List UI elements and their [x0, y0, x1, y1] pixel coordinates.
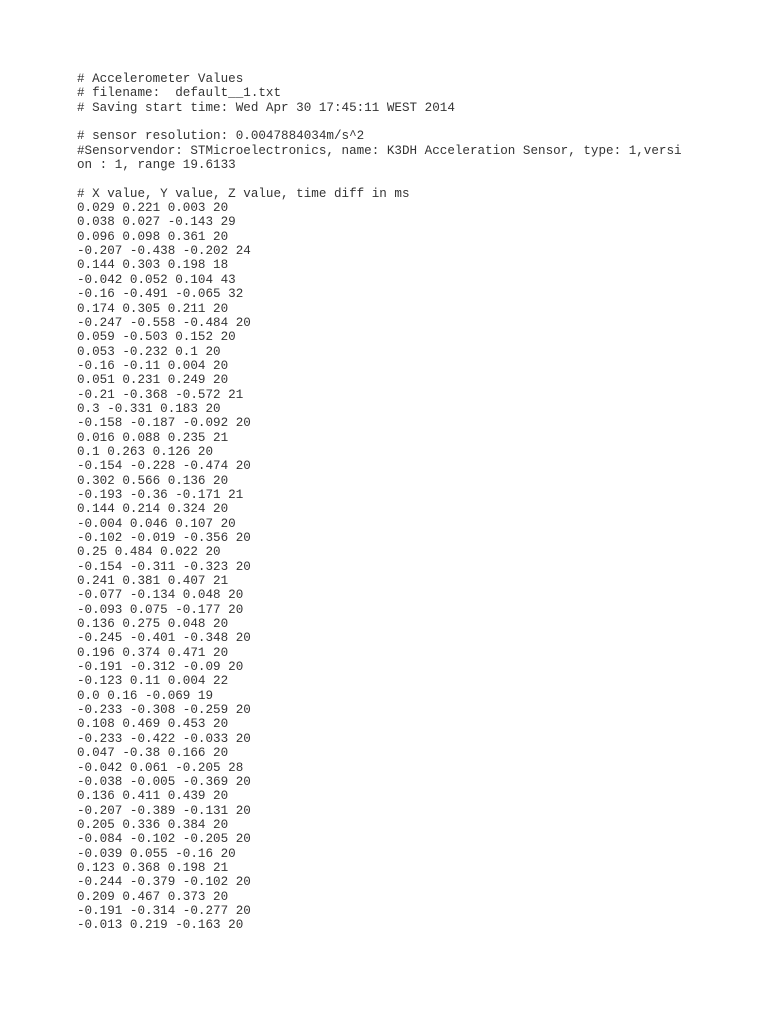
sensor-resolution: # sensor resolution: 0.0047884034m/s^2 — [77, 129, 365, 144]
data-row: 0.108 0.469 0.453 20 — [77, 717, 229, 732]
data-row: -0.191 -0.312 -0.09 20 — [77, 660, 244, 675]
data-row: -0.207 -0.389 -0.131 20 — [77, 803, 251, 818]
data-row: -0.042 0.052 0.104 43 — [77, 272, 236, 287]
data-row: -0.245 -0.401 -0.348 20 — [77, 631, 251, 646]
data-row: -0.077 -0.134 0.048 20 — [77, 588, 244, 603]
document-text — [77, 72, 737, 933]
data-row: -0.16 -0.491 -0.065 32 — [77, 287, 244, 302]
data-row: 0.051 0.231 0.249 20 — [77, 373, 229, 388]
data-row: 0.174 0.305 0.211 20 — [77, 301, 229, 316]
data-row: -0.013 0.219 -0.163 20 — [77, 918, 244, 933]
data-row: -0.16 -0.11 0.004 20 — [77, 358, 229, 373]
data-row: -0.154 -0.311 -0.323 20 — [77, 559, 251, 574]
blank-line — [77, 115, 737, 129]
data-row: 0.25 0.484 0.022 20 — [77, 545, 221, 560]
data-row: 0.1 0.263 0.126 20 — [77, 444, 214, 459]
data-row: 0.205 0.336 0.384 20 — [77, 817, 229, 832]
data-row: -0.123 0.11 0.004 22 — [77, 674, 229, 689]
data-row: -0.039 0.055 -0.16 20 — [77, 846, 236, 861]
data-rows — [77, 201, 737, 933]
header-filename: # filename: default__1.txt — [77, 86, 282, 101]
data-row: -0.244 -0.379 -0.102 20 — [77, 875, 251, 890]
sensor-vendor-line-2: on : 1, range 19.6133 — [77, 158, 236, 173]
data-row: -0.21 -0.368 -0.572 21 — [77, 387, 244, 402]
data-row: 0.196 0.374 0.471 20 — [77, 645, 229, 660]
data-row: 0.047 -0.38 0.166 20 — [77, 746, 229, 761]
data-row: -0.158 -0.187 -0.092 20 — [77, 416, 251, 431]
data-row: -0.102 -0.019 -0.356 20 — [77, 531, 251, 545]
data-row: 0.241 0.381 0.407 21 — [77, 574, 229, 589]
data-row: -0.193 -0.36 -0.171 21 — [77, 487, 244, 502]
sensor-vendor-line-1: #Sensorvendor: STMicroelectronics, name: K3DH Acceleration Sensor, type: 1,versi — [77, 143, 682, 158]
data-row: 0.096 0.098 0.361 20 — [77, 229, 229, 244]
data-row: -0.233 -0.422 -0.033 20 — [77, 731, 251, 746]
data-row: 0.3 -0.331 0.183 20 — [77, 401, 221, 416]
data-row: -0.042 0.061 -0.205 28 — [77, 760, 244, 775]
data-row: -0.233 -0.308 -0.259 20 — [77, 703, 251, 718]
data-row: 0.302 0.566 0.136 20 — [77, 473, 229, 488]
data-row: 0.136 0.275 0.048 20 — [77, 617, 229, 632]
data-row: -0.004 0.046 0.107 20 — [77, 516, 236, 531]
data-row: -0.207 -0.438 -0.202 24 — [77, 244, 251, 259]
data-row: 0.144 0.303 0.198 18 — [77, 258, 229, 273]
columns-header: # X value, Y value, Z value, time diff in ms — [77, 186, 410, 201]
data-row: 0.123 0.368 0.198 21 — [77, 860, 229, 875]
data-row: 0.209 0.467 0.373 20 — [77, 889, 229, 904]
data-row: 0.059 -0.503 0.152 20 — [77, 330, 236, 345]
blank-line — [77, 172, 737, 186]
data-row: -0.191 -0.314 -0.277 20 — [77, 903, 251, 918]
data-row: 0.016 0.088 0.235 21 — [77, 430, 229, 445]
data-row: 0.0 0.16 -0.069 19 — [77, 688, 214, 703]
data-row: 0.136 0.411 0.439 20 — [77, 789, 229, 804]
data-row: 0.029 0.221 0.003 20 — [77, 201, 229, 216]
data-row: -0.038 -0.005 -0.369 20 — [77, 774, 251, 789]
data-row: 0.038 0.027 -0.143 29 — [77, 215, 236, 230]
header-start-time: # Saving start time: Wed Apr 30 17:45:11 WEST 2014 — [77, 100, 455, 115]
data-row: -0.154 -0.228 -0.474 20 — [77, 459, 251, 474]
header-title: # Accelerometer Values — [77, 72, 244, 86]
data-row: 0.053 -0.232 0.1 20 — [77, 344, 221, 359]
data-row: 0.144 0.214 0.324 20 — [77, 502, 229, 517]
data-row: -0.084 -0.102 -0.205 20 — [77, 832, 251, 847]
data-row: -0.247 -0.558 -0.484 20 — [77, 315, 251, 330]
data-row: -0.093 0.075 -0.177 20 — [77, 602, 244, 617]
